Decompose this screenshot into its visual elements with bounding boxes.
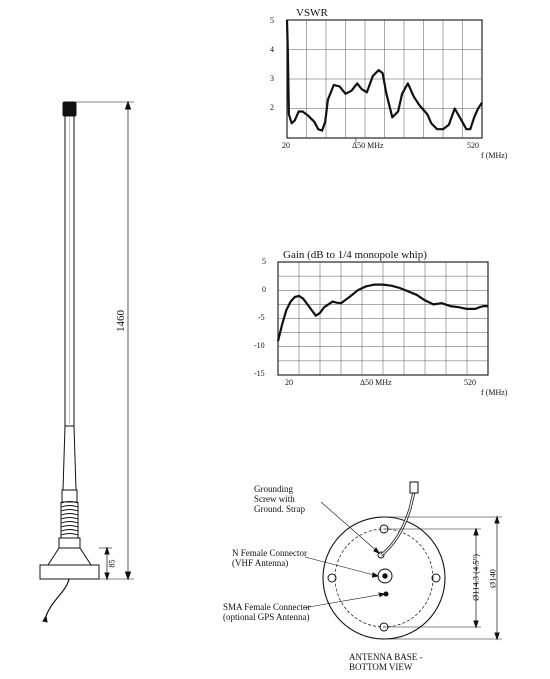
antenna-top-cap bbox=[63, 102, 76, 116]
gain-xtick-start: 20 bbox=[285, 378, 293, 387]
gain-grid bbox=[278, 262, 488, 375]
vswr-ytick-3: 3 bbox=[270, 74, 274, 83]
antenna-base-dimension: 85 bbox=[107, 559, 117, 568]
n-connector-inner bbox=[383, 574, 387, 578]
vswr-chart-title: VSWR bbox=[296, 7, 328, 19]
gain-xtick-end: 520 bbox=[464, 378, 476, 387]
gain-xtick-mid: Δ50 MHz bbox=[360, 378, 392, 387]
antenna-length-dimension: 1460 bbox=[115, 310, 127, 332]
grounding-screw-label: Grounding Screw with Ground. Strap bbox=[254, 484, 305, 514]
gain-ytick-0: 0 bbox=[262, 285, 266, 294]
antenna-cable bbox=[46, 579, 69, 616]
vswr-xtick-mid: Δ50 MHz bbox=[352, 141, 384, 150]
antenna-base-mount bbox=[48, 548, 91, 565]
gain-ytick-neg5: -5 bbox=[258, 313, 265, 322]
base-view-caption: ANTENNA BASE - BOTTOM VIEW bbox=[349, 652, 423, 672]
sma-connector-label: SMA Female Connector (optional GPS Antenna) bbox=[223, 602, 311, 622]
vswr-xtick-end: 520 bbox=[467, 141, 479, 150]
vswr-xtick-start: 20 bbox=[282, 141, 290, 150]
ground-strap bbox=[381, 492, 414, 555]
gain-ytick-neg10: -10 bbox=[254, 341, 265, 350]
bolt-circle-dimension: Ø114.3 (4.5") bbox=[470, 554, 481, 601]
vswr-ytick-5: 5 bbox=[270, 16, 274, 25]
outer-diameter-dimension: Ø140 bbox=[487, 569, 498, 588]
antenna-side-view bbox=[40, 102, 134, 622]
gain-ytick-neg15: -15 bbox=[254, 369, 265, 378]
gain-ytick-5: 5 bbox=[262, 257, 266, 266]
gain-chart bbox=[278, 262, 488, 375]
vswr-ytick-4: 4 bbox=[270, 45, 274, 54]
antenna-lower-section bbox=[63, 426, 76, 490]
antenna-spring bbox=[61, 490, 78, 538]
gain-chart-title: Gain (dB to 1/4 monopole whip) bbox=[283, 249, 427, 261]
vswr-unit-label: f (MHz) bbox=[481, 151, 508, 160]
vswr-chart bbox=[287, 20, 482, 143]
n-connector-label: N Female Connector (VHF Antenna) bbox=[232, 548, 307, 568]
gain-unit-label: f (MHz) bbox=[481, 388, 508, 397]
mounting-hole-left bbox=[328, 574, 336, 582]
vswr-ytick-2: 2 bbox=[270, 103, 274, 112]
antenna-base-plate bbox=[40, 565, 99, 579]
